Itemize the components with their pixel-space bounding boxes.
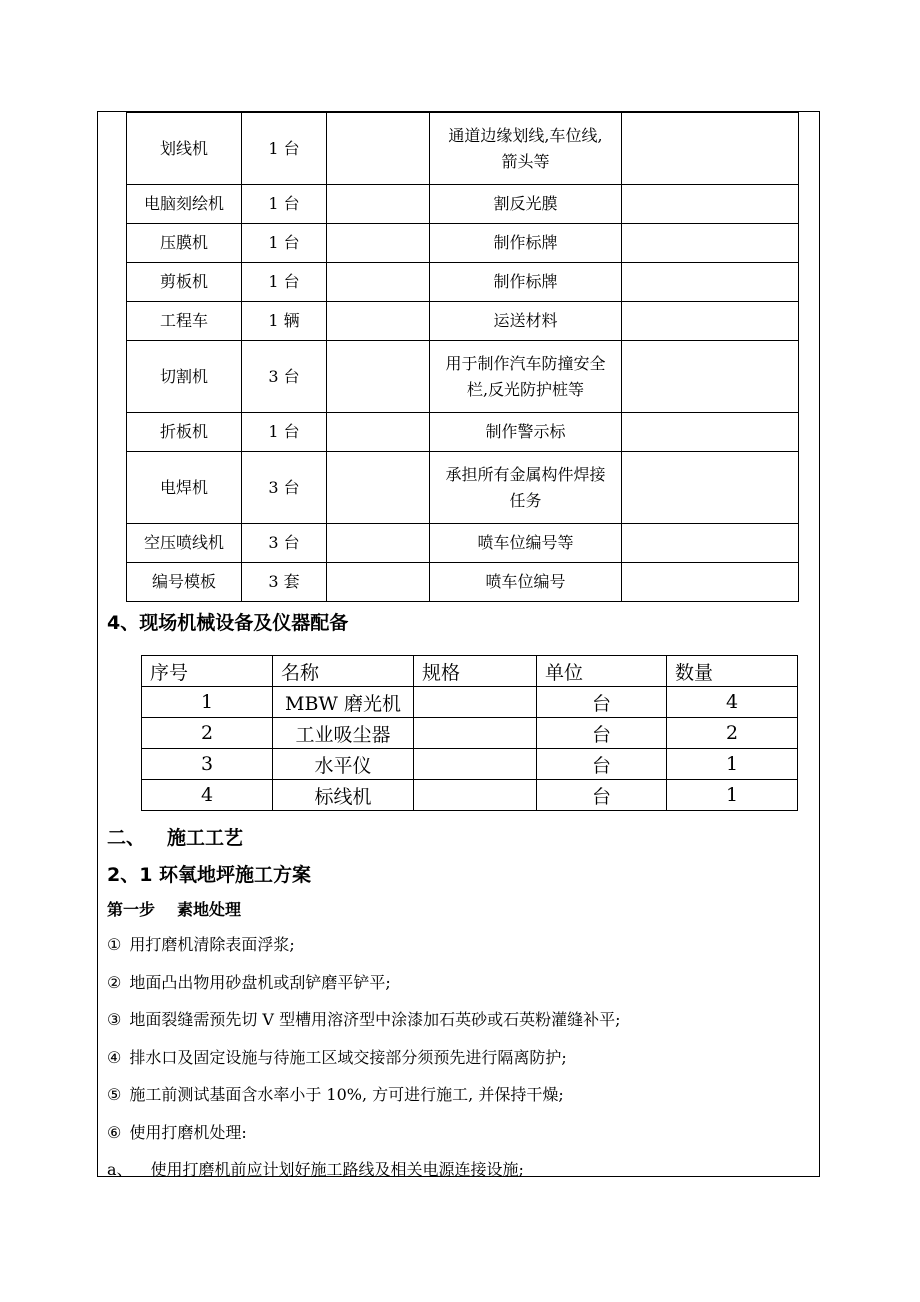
- equipment-use-line: 栏,反光防护桩等: [466, 379, 585, 399]
- equipment-use-line: 箭头等: [501, 151, 550, 171]
- step-label: 第一步: [107, 900, 156, 919]
- instrument-name-cell: MBW 磨光机: [273, 687, 414, 718]
- equipment-use-cell: [430, 113, 622, 185]
- equipment-spec-cell: [327, 341, 430, 413]
- subsection-2-1-heading: 2、1 环氧地坪施工方案: [107, 864, 312, 886]
- equipment-qty-cell: 3 台: [242, 524, 327, 563]
- instrument-no-cell: 1: [142, 687, 273, 718]
- step-item-marker: ③: [107, 1010, 122, 1029]
- equipment-use-line: 任务: [509, 490, 542, 510]
- step-item-marker: ⑤: [107, 1085, 122, 1104]
- step-item-text: 排水口及固定设施与待施工区域交接部分须预先进行隔离防护;: [129, 1048, 567, 1067]
- equipment-remark-cell: [622, 563, 799, 602]
- equipment-qty-cell: 1 台: [242, 413, 327, 452]
- equipment-row: [127, 113, 799, 185]
- step-item-text: 地面裂缝需预先切 V 型槽用溶济型中涂漆加石英砂或石英粉灌缝补平;: [129, 1010, 621, 1029]
- instrument-qty-cell: 2: [667, 718, 798, 749]
- equipment-row: [127, 185, 799, 224]
- equipment-name-cell: 空压喷线机: [127, 524, 242, 563]
- step-item: [107, 932, 295, 955]
- step-item: [107, 970, 391, 993]
- equipment-spec-cell: [327, 413, 430, 452]
- equipment-qty-cell: 3 套: [242, 563, 327, 602]
- instrument-spec-cell: [414, 687, 537, 718]
- equipment-spec-cell: [327, 113, 430, 185]
- equipment-table: [126, 112, 799, 602]
- instrument-header-row: [142, 656, 798, 687]
- header-cell-name: 名称: [273, 656, 414, 687]
- equipment-spec-cell: [327, 224, 430, 263]
- instrument-unit-cell: 台: [537, 718, 667, 749]
- instrument-unit-cell: 台: [537, 780, 667, 811]
- equipment-use-line: 制作标牌: [493, 233, 558, 252]
- instrument-name-cell: 水平仪: [273, 749, 414, 780]
- equipment-use-line: 喷车位编号: [485, 572, 566, 591]
- instrument-row: [142, 780, 798, 811]
- step-item-text: 使用打磨机前应计划好施工路线及相关电源连接设施;: [150, 1160, 524, 1179]
- equipment-name-cell: 剪板机: [127, 263, 242, 302]
- equipment-remark-cell: [622, 524, 799, 563]
- equipment-spec-cell: [327, 563, 430, 602]
- step-item-marker: ④: [107, 1048, 122, 1067]
- instrument-unit-cell: 台: [537, 749, 667, 780]
- step-item: [107, 1082, 564, 1105]
- instrument-name-cell: 标线机: [273, 780, 414, 811]
- equipment-qty-cell: 1 台: [242, 263, 327, 302]
- equipment-name-cell: 划线机: [127, 113, 242, 185]
- equipment-row: [127, 341, 799, 413]
- instrument-name-cell: 工业吸尘器: [273, 718, 414, 749]
- equipment-use-line: 承担所有金属构件焊接: [445, 464, 606, 484]
- instrument-no-cell: 4: [142, 780, 273, 811]
- instrument-no-cell: 2: [142, 718, 273, 749]
- equipment-row: [127, 524, 799, 563]
- step-item-marker: ①: [107, 935, 122, 954]
- equipment-use-line: 用于制作汽车防撞安全: [445, 353, 606, 373]
- instrument-table: [141, 655, 798, 811]
- header-cell-spec: 规格: [414, 656, 537, 687]
- section-2-title: 施工工艺: [167, 827, 244, 849]
- header-cell-unit: 单位: [537, 656, 667, 687]
- step-1-heading: [107, 897, 241, 920]
- step-item: [107, 1157, 524, 1180]
- equipment-remark-cell: [622, 263, 799, 302]
- equipment-use-line: 割反光膜: [493, 194, 558, 213]
- equipment-name-cell: 电焊机: [127, 452, 242, 524]
- equipment-qty-cell: 3 台: [242, 341, 327, 413]
- equipment-use-cell: [430, 524, 622, 563]
- instrument-row: [142, 687, 798, 718]
- equipment-use-line: 制作标牌: [493, 272, 558, 291]
- step-item-text: 地面凸出物用砂盘机或刮铲磨平铲平;: [129, 973, 391, 992]
- instrument-spec-cell: [414, 749, 537, 780]
- step-item-text: 施工前测试基面含水率小于 10%, 方可进行施工, 并保持干燥;: [129, 1085, 564, 1104]
- header-cell-no: 序号: [142, 656, 273, 687]
- equipment-name-cell: 压膜机: [127, 224, 242, 263]
- equipment-row: [127, 452, 799, 524]
- instrument-qty-cell: 1: [667, 749, 798, 780]
- step-item-marker: ②: [107, 973, 122, 992]
- equipment-row: [127, 263, 799, 302]
- equipment-spec-cell: [327, 185, 430, 224]
- equipment-row: [127, 302, 799, 341]
- equipment-spec-cell: [327, 263, 430, 302]
- instrument-spec-cell: [414, 780, 537, 811]
- step-item: [107, 1120, 247, 1143]
- equipment-remark-cell: [622, 452, 799, 524]
- equipment-name-cell: 切割机: [127, 341, 242, 413]
- instrument-spec-cell: [414, 718, 537, 749]
- equipment-name-cell: 编号模板: [127, 563, 242, 602]
- header-cell-qty: 数量: [667, 656, 798, 687]
- instrument-unit-cell: 台: [537, 687, 667, 718]
- step-item: [107, 1045, 567, 1068]
- step-item-text: 用打磨机清除表面浮浆;: [129, 935, 295, 954]
- step-item-marker: a、: [107, 1160, 133, 1179]
- equipment-qty-cell: 1 辆: [242, 302, 327, 341]
- equipment-use-cell: [430, 341, 622, 413]
- equipment-use-cell: [430, 452, 622, 524]
- equipment-row: [127, 413, 799, 452]
- instrument-row: [142, 718, 798, 749]
- equipment-use-line: 通道边缘划线,车位线,: [448, 125, 603, 145]
- equipment-use-line: 制作警示标: [485, 422, 566, 441]
- equipment-use-cell: [430, 224, 622, 263]
- equipment-remark-cell: [622, 185, 799, 224]
- equipment-spec-cell: [327, 524, 430, 563]
- equipment-use-cell: [430, 563, 622, 602]
- equipment-name-cell: 折板机: [127, 413, 242, 452]
- instrument-no-cell: 3: [142, 749, 273, 780]
- equipment-use-cell: [430, 263, 622, 302]
- equipment-remark-cell: [622, 224, 799, 263]
- equipment-name-cell: 工程车: [127, 302, 242, 341]
- instrument-qty-cell: 4: [667, 687, 798, 718]
- equipment-row: [127, 563, 799, 602]
- equipment-row: [127, 224, 799, 263]
- equipment-qty-cell: 1 台: [242, 224, 327, 263]
- section-4-heading: 4、现场机械设备及仪器配备: [107, 612, 349, 634]
- equipment-remark-cell: [622, 302, 799, 341]
- equipment-use-cell: [430, 413, 622, 452]
- equipment-use-cell: [430, 302, 622, 341]
- step-item-marker: ⑥: [107, 1123, 122, 1142]
- equipment-name-cell: 电脑刻绘机: [127, 185, 242, 224]
- step-item: [107, 1007, 620, 1030]
- equipment-qty-cell: 3 台: [242, 452, 327, 524]
- equipment-remark-cell: [622, 113, 799, 185]
- instrument-qty-cell: 1: [667, 780, 798, 811]
- section-2-heading: [107, 823, 243, 850]
- step-item-text: 使用打磨机处理:: [129, 1123, 247, 1142]
- equipment-use-line: 喷车位编号等: [477, 533, 574, 552]
- equipment-qty-cell: 1 台: [242, 113, 327, 185]
- equipment-qty-cell: 1 台: [242, 185, 327, 224]
- section-2-number: 二、: [107, 827, 146, 849]
- instrument-row: [142, 749, 798, 780]
- equipment-use-line: 运送材料: [493, 311, 558, 330]
- equipment-spec-cell: [327, 452, 430, 524]
- equipment-spec-cell: [327, 302, 430, 341]
- equipment-remark-cell: [622, 413, 799, 452]
- equipment-use-cell: [430, 185, 622, 224]
- equipment-remark-cell: [622, 341, 799, 413]
- step-title: 素地处理: [177, 900, 242, 919]
